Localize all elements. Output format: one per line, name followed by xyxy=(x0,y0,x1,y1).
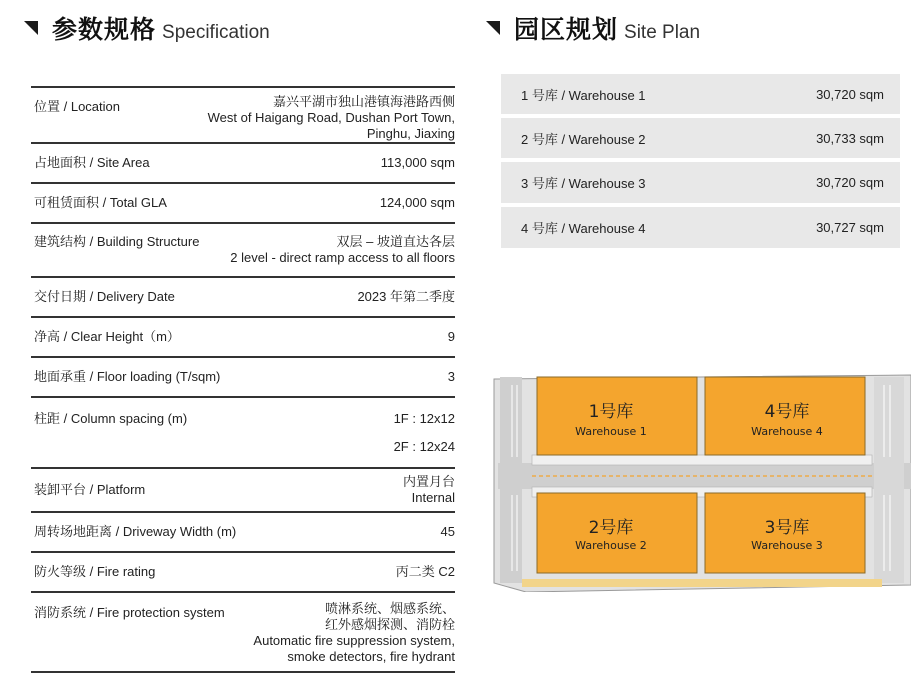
spec-row-delivery xyxy=(31,278,455,318)
warehouse-name: 3 号库 / Warehouse 3 xyxy=(521,176,646,191)
spec-value: 9 xyxy=(447,329,455,344)
spec-value-2: 2F : 12x24 xyxy=(393,439,455,454)
spec-label: 消防系统 / Fire protection system xyxy=(34,605,225,620)
spec-row-column-spacing xyxy=(31,398,455,469)
site-plan-map xyxy=(486,371,911,592)
plan-title-en: Site Plan xyxy=(624,22,701,43)
warehouse-name: 4 号库 / Warehouse 4 xyxy=(521,221,646,236)
spec-label: 周转场地距离 / Driveway Width (m) xyxy=(34,524,237,539)
warehouse-3-cn-label: 3号库 xyxy=(764,518,810,538)
spec-title-cn: 参数规格 xyxy=(52,16,157,44)
warehouse-area: 30,727 sqm xyxy=(816,220,884,235)
spec-label: 防火等级 / Fire rating xyxy=(34,564,156,579)
warehouse-item-1 xyxy=(501,74,900,114)
spec-value: 3 xyxy=(447,369,455,384)
spec-row-driveway xyxy=(31,513,455,553)
spec-heading xyxy=(24,10,270,46)
plan-title-cn: 园区规划 xyxy=(514,16,619,44)
spec-label: 净高 / Clear Height（m） xyxy=(34,329,180,344)
warehouse-area: 30,733 sqm xyxy=(816,130,884,146)
dock-band-upper xyxy=(532,455,872,465)
spec-label: 位置 / Location xyxy=(34,99,120,114)
spec-value: 丙二类 C2 xyxy=(395,564,455,579)
warehouse-name: 1 号库 / Warehouse 1 xyxy=(521,87,646,103)
spec-value: 45 xyxy=(440,524,455,539)
warehouse-list xyxy=(501,74,900,252)
spec-value: 双层 – 坡道直达各层 2 level - direct ramp access to all floors xyxy=(230,234,455,265)
spec-value: 124,000 sqm xyxy=(379,195,455,210)
spec-label: 占地面积 / Site Area xyxy=(34,155,150,170)
spec-value: 1F : 12x12 xyxy=(393,411,455,426)
spec-row-platform xyxy=(31,469,455,513)
warehouse-2-en-label: Warehouse 2 xyxy=(575,539,647,552)
triangle-marker-icon xyxy=(486,21,500,35)
triangle-marker-icon xyxy=(24,21,38,35)
spec-value-group xyxy=(394,411,455,467)
spec-value: 内置月台 Internal xyxy=(402,474,455,505)
right-road xyxy=(874,377,904,583)
spec-row-fire-protection xyxy=(31,593,455,673)
warehouse-area: 30,720 sqm xyxy=(816,175,884,190)
spec-table xyxy=(31,86,455,673)
spec-label: 柱距 / Column spacing (m) xyxy=(34,411,188,426)
warehouse-area: 30,720 sqm xyxy=(816,86,884,102)
spec-value: 113,000 sqm xyxy=(380,155,455,170)
spec-row-gla xyxy=(31,184,455,224)
spec-value: 嘉兴平湖市独山港镇海港路西侧 West of Haigang Road, Dushan Port Town, Pinghu, Jiaxing xyxy=(207,94,455,141)
warehouse-3-en-label: Warehouse 3 xyxy=(751,539,823,552)
warehouse-item-2 xyxy=(501,118,900,158)
spec-label: 建筑结构 / Building Structure xyxy=(34,234,200,249)
warehouse-4-cn-label: 4号库 xyxy=(764,402,810,422)
spec-label: 交付日期 / Delivery Date xyxy=(34,289,175,304)
warehouse-4-en-label: Warehouse 4 xyxy=(751,425,823,438)
warehouse-item-3 xyxy=(501,162,900,203)
warehouse-1-cn-label: 1号库 xyxy=(588,402,634,422)
spec-label: 可租赁面积 / Total GLA xyxy=(34,195,167,210)
spec-label: 装卸平台 / Platform xyxy=(34,482,146,497)
spec-value: 2023 年第二季度 xyxy=(357,289,455,304)
left-road xyxy=(500,377,522,583)
spec-row-floor-loading xyxy=(31,358,455,398)
warehouse-item-4 xyxy=(501,207,900,248)
spec-title-en: Specification xyxy=(162,22,270,43)
spec-row-fire-rating xyxy=(31,553,455,593)
spec-row-structure xyxy=(31,224,455,278)
spec-value: 喷淋系统、烟感系统、 红外感烟探测、消防栓 Automatic fire suppression system, smoke detectors, fire hydrant xyxy=(253,601,455,664)
bottom-road xyxy=(522,579,882,587)
warehouse-1-en-label: Warehouse 1 xyxy=(575,425,647,438)
spec-row-site-area xyxy=(31,144,455,184)
spec-row-location xyxy=(31,88,455,144)
spec-row-clear-height xyxy=(31,318,455,358)
warehouse-name: 2 号库 / Warehouse 2 xyxy=(521,131,646,147)
spec-label: 地面承重 / Floor loading (T/sqm) xyxy=(34,369,221,384)
plan-heading xyxy=(486,10,700,46)
warehouse-2-cn-label: 2号库 xyxy=(588,518,634,538)
